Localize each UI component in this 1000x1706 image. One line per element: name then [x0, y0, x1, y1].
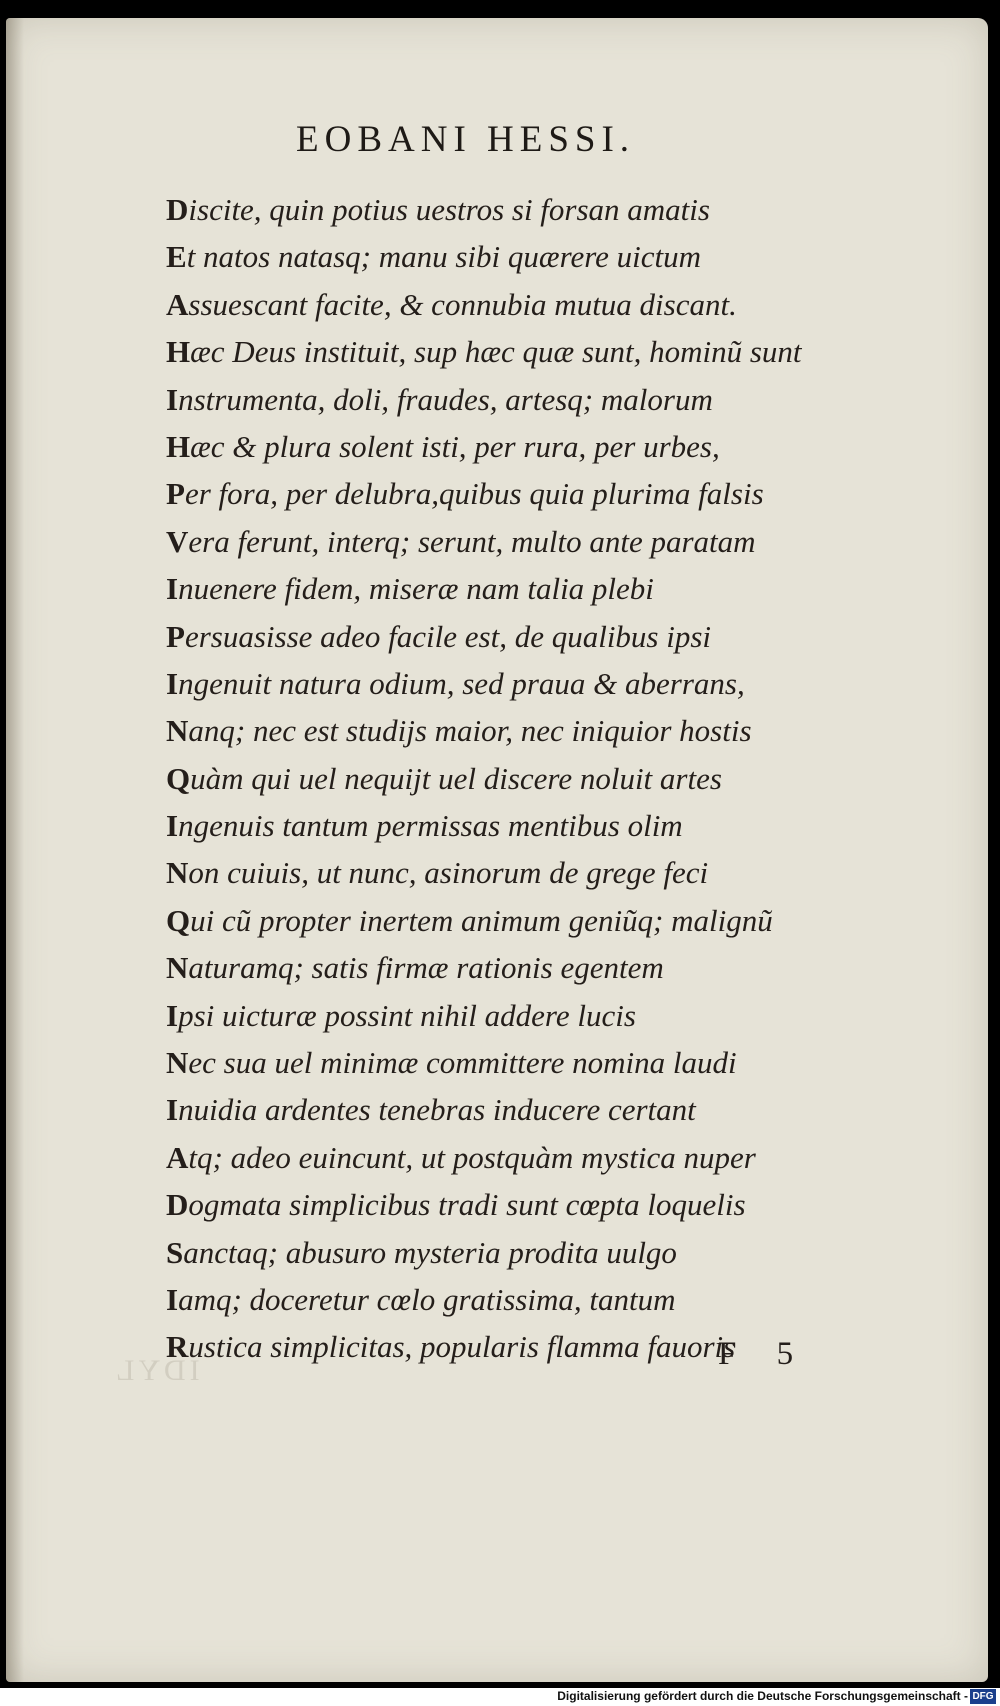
verse-line: Per fora, per delubra,quibus quia plurima falsis — [166, 476, 764, 512]
verse-line: Ingenuit natura odium, sed praua & aberrans, — [166, 665, 745, 701]
page-edge-shadow — [6, 18, 24, 1682]
verse-line: Non cuiuis, ut nunc, asinorum de grege feci — [166, 855, 709, 891]
verse-line: Et natos natasq; manu sibi quærere uictum — [166, 239, 702, 275]
verse-line: Persuasisse adeo facile est, de qualibus ipsi — [166, 618, 712, 654]
verse-line: Rustica simplicitas, popularis flamma fauoris — [166, 1329, 736, 1365]
verse-line: Sanctaq; abusuro mysteria prodita uulgo — [166, 1234, 677, 1270]
verse-line: Naturamq; satis firmæ rationis egentem — [166, 950, 664, 986]
verse-line: Nec sua uel minimæ committere nomina laudi — [166, 1045, 737, 1081]
book-page — [6, 18, 988, 1682]
verse-line: Atq; adeo euincunt, ut postquàm mystica nuper — [166, 1139, 756, 1175]
verse-line: Qui cũ propter inertem animum geniũq; malignũ — [166, 902, 773, 938]
verse-line: Hæc Deus instituit, sup hæc quæ sunt, hominũ sunt — [166, 334, 802, 370]
verse-line: Discite, quin potius uestros si forsan amatis — [166, 192, 710, 227]
verse-line: Instrumenta, doli, fraudes, artesq; malorum — [166, 381, 713, 417]
verse-line: Inuidia ardentes tenebras inducere certant — [166, 1092, 696, 1128]
verse-line: Inuenere fidem, miseræ nam talia plebi — [166, 571, 654, 607]
signature-mark: F 5 — [718, 1336, 810, 1372]
bleed-through-text: IDYL — [112, 1354, 200, 1387]
verse-line: Dogmata simplicibus tradi sunt cœpta loquelis — [166, 1187, 746, 1223]
running-head: EOBANI HESSI. — [296, 119, 636, 160]
verse-lines — [166, 186, 976, 1371]
verse-line: Ingenuis tantum permissas mentibus olim — [166, 808, 683, 844]
verse-line: Nanq; nec est studijs maior, nec iniquior hostis — [166, 713, 752, 749]
verse-line: Vera ferunt, interq; serunt, multo ante paratam — [166, 523, 756, 559]
digitization-credit: Digitalisierung gefördert durch die Deutsche Forschungsgemeinschaft - — [557, 1689, 968, 1703]
verse-line: Iamq; doceretur cœlo gratissima, tantum — [166, 1281, 676, 1317]
verse-line: Hæc & plura solent isti, per rura, per urbes, — [166, 428, 720, 464]
dfg-logo: DFG — [970, 1689, 996, 1704]
verse-line: Assuescant facite, & connubia mutua discant. — [166, 286, 737, 322]
verse-line: Ipsi uicturæ possint nihil addere lucis — [166, 997, 636, 1033]
verse-line: Quàm qui uel nequijt uel discere noluit artes — [166, 760, 722, 796]
